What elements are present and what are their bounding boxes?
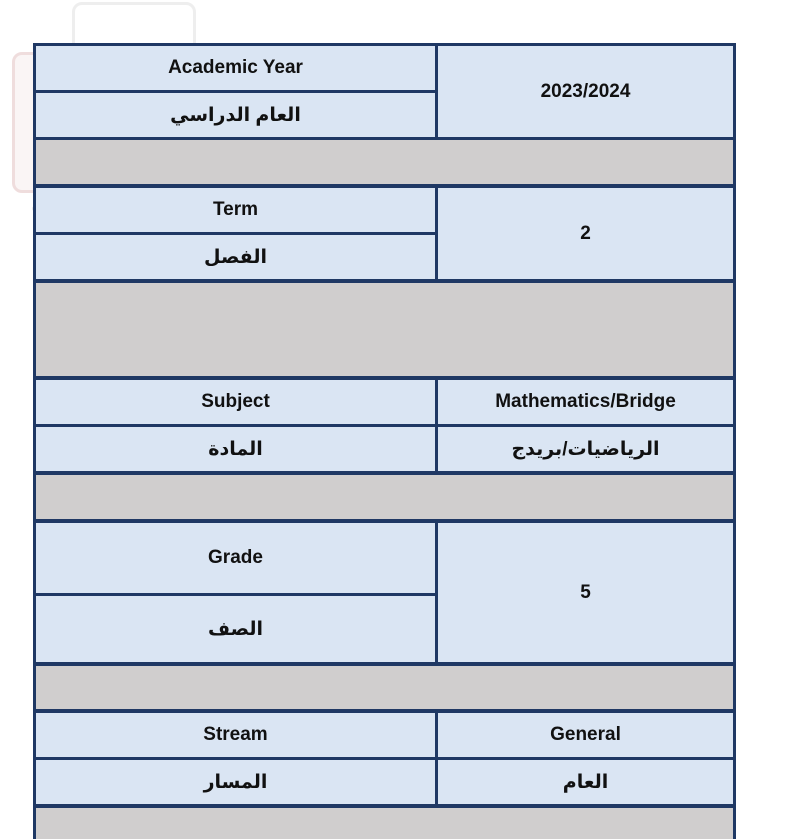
term-label-ar: الفصل bbox=[36, 235, 435, 279]
subject-value-ar: الرياضيات/بريدج bbox=[438, 427, 733, 471]
info-table bbox=[33, 43, 736, 839]
subject-value-en: Mathematics/Bridge bbox=[438, 380, 733, 424]
stream-value-ar: العام bbox=[438, 760, 733, 804]
spacer-row bbox=[36, 283, 733, 376]
subject-label-ar: المادة bbox=[36, 427, 435, 471]
term-label-en: Term bbox=[36, 188, 435, 232]
subject-label-en: Subject bbox=[36, 380, 435, 424]
grade-value: 5 bbox=[438, 523, 733, 662]
stream-label-ar: المسار bbox=[36, 760, 435, 804]
spacer-row bbox=[36, 808, 733, 839]
grade-label-ar: الصف bbox=[36, 596, 435, 662]
academic-year-label-ar: العام الدراسي bbox=[36, 93, 435, 137]
stream-label-en: Stream bbox=[36, 713, 435, 757]
spacer-row bbox=[36, 140, 733, 184]
stream-value-en: General bbox=[438, 713, 733, 757]
spacer-row bbox=[36, 666, 733, 709]
academic-year-value: 2023/2024 bbox=[438, 46, 733, 137]
academic-year-label-en: Academic Year bbox=[36, 46, 435, 90]
term-value: 2 bbox=[438, 188, 733, 279]
spacer-row bbox=[36, 475, 733, 519]
grade-label-en: Grade bbox=[36, 523, 435, 593]
